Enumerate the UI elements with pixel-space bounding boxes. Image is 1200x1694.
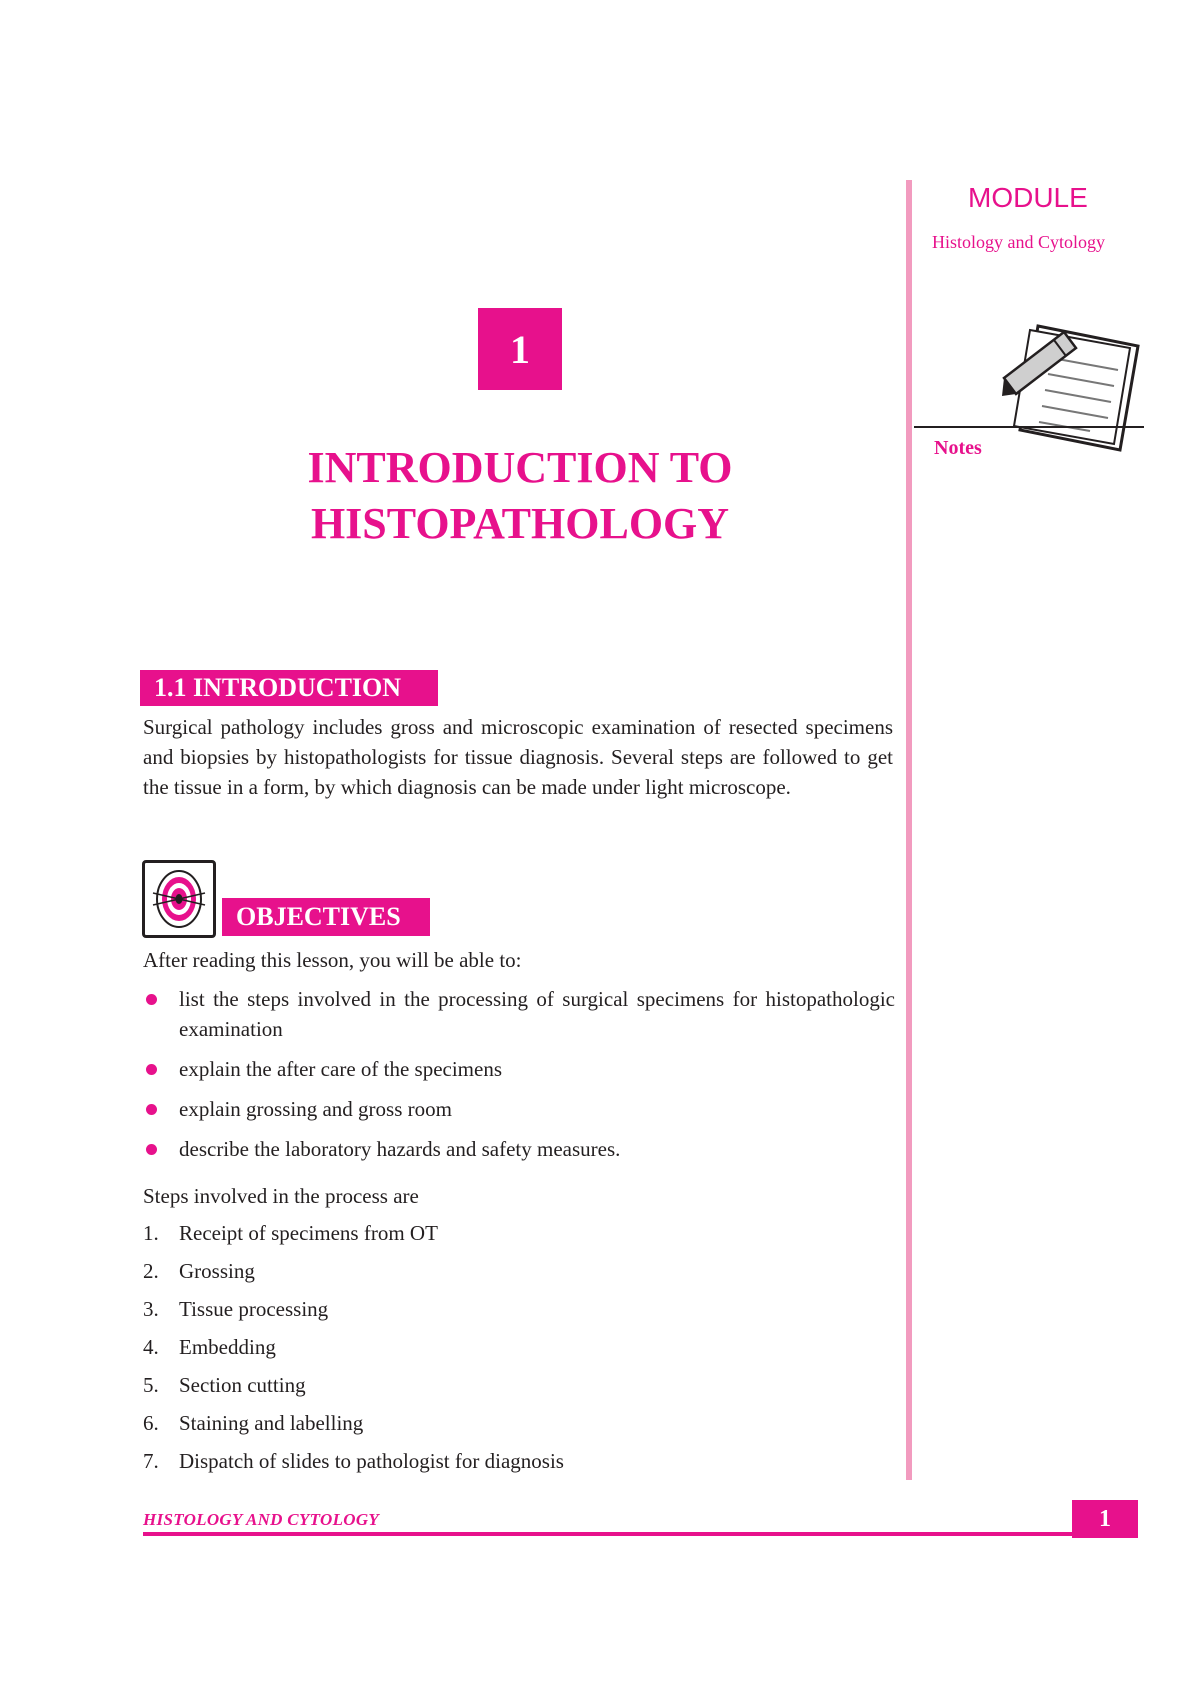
section-heading-objectives: OBJECTIVES xyxy=(222,898,430,936)
steps-lead: Steps involved in the process are xyxy=(143,1184,419,1208)
target-icon xyxy=(142,860,216,938)
list-item: 1. Receipt of specimens from OT xyxy=(143,1221,438,1245)
footer-title: HISTOLOGY AND CYTOLOGY xyxy=(143,1510,380,1529)
list-item: 6. Staining and labelling xyxy=(143,1411,364,1435)
notes-label: Notes xyxy=(934,437,982,459)
page-number: 1 xyxy=(1072,1500,1138,1538)
module-title: MODULE xyxy=(968,182,1088,213)
notepad-pencil-icon xyxy=(1000,318,1150,458)
list-item: 7. Dispatch of slides to pathologist for diagnosis xyxy=(143,1449,564,1473)
objectives-lead: After reading this lesson, you will be able to: xyxy=(143,948,522,972)
chapter-title-line2: HISTOPATHOLOGY xyxy=(310,499,730,548)
steps-list xyxy=(143,1219,564,1485)
chapter-number: 1 xyxy=(478,308,562,390)
list-item: describe the laboratory hazards and safety measures. xyxy=(143,1134,895,1164)
list-item: explain the after care of the specimens xyxy=(143,1054,895,1084)
list-item: 5. Section cutting xyxy=(143,1373,306,1397)
notes-divider xyxy=(914,426,1144,428)
sidebar-rule xyxy=(906,180,912,1480)
objectives-list xyxy=(143,984,895,1174)
bullet-icon xyxy=(146,1064,157,1075)
chapter-title xyxy=(140,440,900,552)
bullet-icon xyxy=(146,1144,157,1155)
bullet-icon xyxy=(146,994,157,1005)
list-item: list the steps involved in the processing of surgical specimens for histopathologic examination xyxy=(143,984,895,1044)
intro-paragraph: Surgical pathology includes gross and microscopic examination of resected specimens and biopsies by histopathologists for tissue diagnosis. Several steps are followed to get the tissue in a form, by which diagnosis can be made under light microscope. xyxy=(143,715,893,799)
module-subtitle: Histology and Cytology xyxy=(932,232,1106,252)
section-heading-introduction: 1.1 INTRODUCTION xyxy=(140,670,438,706)
list-item: 2. Grossing xyxy=(143,1259,255,1283)
footer-rule xyxy=(143,1532,1073,1536)
list-item: 3. Tissue processing xyxy=(143,1297,329,1321)
bullet-icon xyxy=(146,1104,157,1115)
list-item: explain grossing and gross room xyxy=(143,1094,895,1124)
chapter-title-line1: INTRODUCTION TO xyxy=(307,443,733,492)
list-item: 4. Embedding xyxy=(143,1335,276,1359)
